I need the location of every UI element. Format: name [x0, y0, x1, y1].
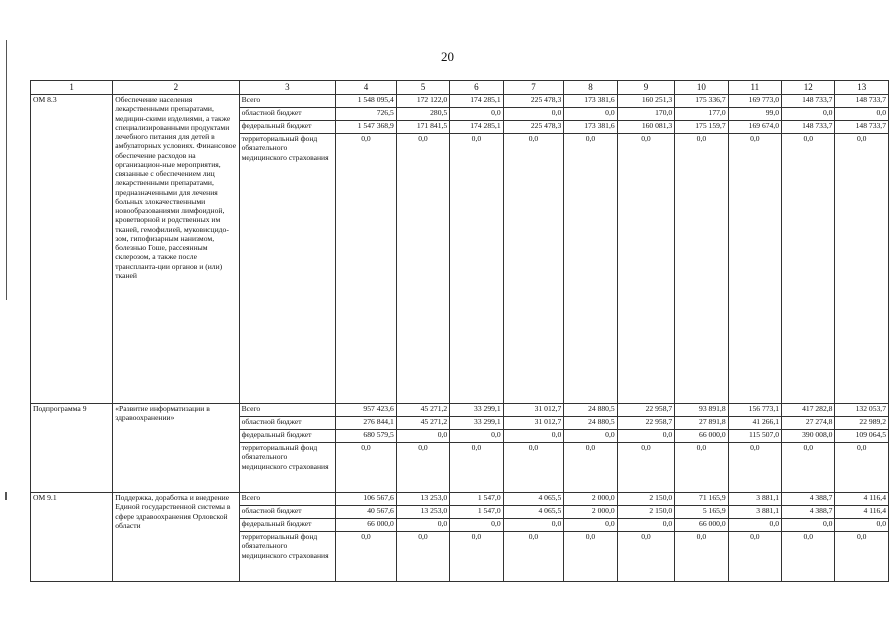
- amount-cell: 175 336,7: [675, 95, 728, 108]
- amount-cell: 22 989,2: [835, 417, 889, 430]
- amount-cell: 148 733,7: [835, 121, 889, 134]
- column-number: 13: [835, 81, 889, 95]
- amount-cell: 13 253,0: [396, 493, 449, 506]
- amount-cell: 0,0: [396, 532, 449, 582]
- column-number: 11: [728, 81, 781, 95]
- amount-cell: 0,0: [617, 443, 675, 493]
- amount-cell: 0,0: [782, 134, 835, 404]
- amount-cell: 2 150,0: [617, 506, 675, 519]
- amount-cell: 276 844,1: [336, 417, 397, 430]
- amount-cell: 0,0: [728, 134, 781, 404]
- amount-cell: 66 000,0: [675, 430, 728, 443]
- amount-cell: 40 567,6: [336, 506, 397, 519]
- amount-cell: 3 881,1: [728, 506, 781, 519]
- amount-cell: 2 000,0: [564, 506, 617, 519]
- amount-cell: 24 880,5: [564, 417, 617, 430]
- program-code: ОМ 9.1: [31, 493, 113, 582]
- amount-cell: 0,0: [336, 532, 397, 582]
- column-number: 4: [336, 81, 397, 95]
- amount-cell: 0,0: [396, 134, 449, 404]
- funding-source: федеральный бюджет: [239, 430, 336, 443]
- amount-cell: 0,0: [617, 532, 675, 582]
- amount-cell: 148 733,7: [782, 95, 835, 108]
- amount-cell: 169 773,0: [728, 95, 781, 108]
- amount-cell: 160 251,3: [617, 95, 675, 108]
- column-number: 3: [239, 81, 336, 95]
- amount-cell: 0,0: [336, 134, 397, 404]
- amount-cell: 0,0: [450, 532, 503, 582]
- column-number: 9: [617, 81, 675, 95]
- amount-cell: 0,0: [617, 519, 675, 532]
- amount-cell: 0,0: [503, 443, 564, 493]
- amount-cell: 280,5: [396, 108, 449, 121]
- amount-cell: 148 733,7: [782, 121, 835, 134]
- program-name: Поддержка, доработка и внедрение Единой государственной системы в сфере здравоохранения Орловской области: [113, 493, 239, 582]
- funding-source: Всего: [239, 95, 336, 108]
- amount-cell: 1 547 368,9: [336, 121, 397, 134]
- amount-cell: 93 891,8: [675, 404, 728, 417]
- amount-cell: 173 381,6: [564, 121, 617, 134]
- amount-cell: 22 958,7: [617, 417, 675, 430]
- amount-cell: 175 159,7: [675, 121, 728, 134]
- column-number: 10: [675, 81, 728, 95]
- amount-cell: 0,0: [782, 443, 835, 493]
- amount-cell: 1 548 095,4: [336, 95, 397, 108]
- funding-source: территориальный фонд обязательного медицинского страхования: [239, 532, 336, 582]
- amount-cell: 41 266,1: [728, 417, 781, 430]
- amount-cell: 0,0: [503, 430, 564, 443]
- amount-cell: 0,0: [564, 134, 617, 404]
- amount-cell: 0,0: [564, 430, 617, 443]
- funding-source: областной бюджет: [239, 108, 336, 121]
- amount-cell: 0,0: [782, 108, 835, 121]
- amount-cell: 0,0: [564, 108, 617, 121]
- table-row: [31, 95, 889, 108]
- table-row: [31, 493, 889, 506]
- amount-cell: 24 880,5: [564, 404, 617, 417]
- amount-cell: 5 165,9: [675, 506, 728, 519]
- amount-cell: 156 773,1: [728, 404, 781, 417]
- amount-cell: 33 299,1: [450, 417, 503, 430]
- amount-cell: 0,0: [396, 430, 449, 443]
- amount-cell: 115 507,0: [728, 430, 781, 443]
- amount-cell: 174 285,1: [450, 95, 503, 108]
- program-name: «Развитие информатизации в здравоохранении»: [113, 404, 239, 493]
- amount-cell: 0,0: [675, 532, 728, 582]
- amount-cell: 957 423,6: [336, 404, 397, 417]
- funding-source: Всего: [239, 404, 336, 417]
- amount-cell: 2 000,0: [564, 493, 617, 506]
- column-number: 2: [113, 81, 239, 95]
- amount-cell: 0,0: [617, 430, 675, 443]
- amount-cell: 171 841,5: [396, 121, 449, 134]
- amount-cell: 0,0: [503, 108, 564, 121]
- program-code: ОМ 8.3: [31, 95, 113, 404]
- amount-cell: 390 008,0: [782, 430, 835, 443]
- binding-line: [6, 40, 7, 300]
- funding-source: областной бюджет: [239, 417, 336, 430]
- amount-cell: 3 881,1: [728, 493, 781, 506]
- amount-cell: 13 253,0: [396, 506, 449, 519]
- column-number-row: [31, 81, 889, 95]
- amount-cell: 0,0: [564, 443, 617, 493]
- amount-cell: 31 012,7: [503, 404, 564, 417]
- amount-cell: 0,0: [503, 134, 564, 404]
- amount-cell: 0,0: [617, 134, 675, 404]
- amount-cell: 169 674,0: [728, 121, 781, 134]
- funding-source: федеральный бюджет: [239, 121, 336, 134]
- amount-cell: 4 388,7: [782, 506, 835, 519]
- amount-cell: 0,0: [782, 532, 835, 582]
- amount-cell: 172 122,0: [396, 95, 449, 108]
- amount-cell: 0,0: [564, 519, 617, 532]
- table-row: [31, 404, 889, 417]
- amount-cell: 225 478,3: [503, 95, 564, 108]
- amount-cell: 1 547,0: [450, 493, 503, 506]
- amount-cell: 0,0: [503, 532, 564, 582]
- amount-cell: 0,0: [835, 443, 889, 493]
- column-number: 7: [503, 81, 564, 95]
- amount-cell: 0,0: [450, 108, 503, 121]
- funding-source: территориальный фонд обязательного медицинского страхования: [239, 443, 336, 493]
- amount-cell: 148 733,7: [835, 95, 889, 108]
- amount-cell: 417 282,8: [782, 404, 835, 417]
- amount-cell: 66 000,0: [675, 519, 728, 532]
- amount-cell: 4 065,5: [503, 506, 564, 519]
- amount-cell: 0,0: [728, 532, 781, 582]
- amount-cell: 0,0: [835, 108, 889, 121]
- amount-cell: 45 271,2: [396, 417, 449, 430]
- amount-cell: 0,0: [835, 519, 889, 532]
- column-number: 1: [31, 81, 113, 95]
- amount-cell: 726,5: [336, 108, 397, 121]
- amount-cell: 31 012,7: [503, 417, 564, 430]
- amount-cell: 1 547,0: [450, 506, 503, 519]
- program-name: Обеспечение населения лекарственными препаратами, медицин-скими изделиями, а также специализированными продуктами лечебного питания для детей в амбулаторных условиях. Финансовое обеспечение расходов на организацион-ные мероприятия, связанные с обеспечением лиц лекарственными препаратами, предназначенными для лечения больных злокачественными новообразованиями лимфоидной, кроветворной и родственных им тканей, гемофилией, муковисцидо-зом, гипофизарным нанизмом, болезнью Гоше, рассеянным склерозом, а также после трансплантa-ции органов и (или) тканей: [113, 95, 239, 404]
- amount-cell: 0,0: [396, 443, 449, 493]
- amount-cell: 0,0: [675, 134, 728, 404]
- amount-cell: 22 958,7: [617, 404, 675, 417]
- amount-cell: 27 891,8: [675, 417, 728, 430]
- amount-cell: 0,0: [396, 519, 449, 532]
- amount-cell: 99,0: [728, 108, 781, 121]
- amount-cell: 170,0: [617, 108, 675, 121]
- column-number: 8: [564, 81, 617, 95]
- amount-cell: 0,0: [782, 519, 835, 532]
- page-number: 20: [441, 49, 454, 64]
- amount-cell: 27 274,8: [782, 417, 835, 430]
- amount-cell: 0,0: [728, 443, 781, 493]
- column-number: 6: [450, 81, 503, 95]
- amount-cell: 45 271,2: [396, 404, 449, 417]
- amount-cell: 174 285,1: [450, 121, 503, 134]
- amount-cell: 109 064,5: [835, 430, 889, 443]
- funding-source: федеральный бюджет: [239, 519, 336, 532]
- amount-cell: 4 065,5: [503, 493, 564, 506]
- column-number: 12: [782, 81, 835, 95]
- amount-cell: 0,0: [503, 519, 564, 532]
- amount-cell: 680 579,5: [336, 430, 397, 443]
- amount-cell: 160 081,3: [617, 121, 675, 134]
- amount-cell: 173 381,6: [564, 95, 617, 108]
- amount-cell: 0,0: [835, 134, 889, 404]
- column-number: 5: [396, 81, 449, 95]
- binding-mark: [5, 492, 7, 500]
- funding-source: Всего: [239, 493, 336, 506]
- amount-cell: 0,0: [450, 430, 503, 443]
- amount-cell: 33 299,1: [450, 404, 503, 417]
- amount-cell: 0,0: [450, 519, 503, 532]
- amount-cell: 71 165,9: [675, 493, 728, 506]
- amount-cell: 177,0: [675, 108, 728, 121]
- amount-cell: 225 478,3: [503, 121, 564, 134]
- funding-source: областной бюджет: [239, 506, 336, 519]
- amount-cell: 4 116,4: [835, 493, 889, 506]
- amount-cell: 2 150,0: [617, 493, 675, 506]
- amount-cell: 0,0: [336, 443, 397, 493]
- amount-cell: 0,0: [728, 519, 781, 532]
- amount-cell: 0,0: [450, 443, 503, 493]
- amount-cell: 4 388,7: [782, 493, 835, 506]
- amount-cell: 0,0: [564, 532, 617, 582]
- amount-cell: 0,0: [675, 443, 728, 493]
- amount-cell: 0,0: [835, 532, 889, 582]
- amount-cell: 4 116,4: [835, 506, 889, 519]
- amount-cell: 106 567,6: [336, 493, 397, 506]
- funding-source: территориальный фонд обязательного медицинского страхования: [239, 134, 336, 404]
- amount-cell: 132 053,7: [835, 404, 889, 417]
- amount-cell: 66 000,0: [336, 519, 397, 532]
- amount-cell: 0,0: [450, 134, 503, 404]
- budget-table: [30, 80, 889, 582]
- program-code: Подпрограмма 9: [31, 404, 113, 493]
